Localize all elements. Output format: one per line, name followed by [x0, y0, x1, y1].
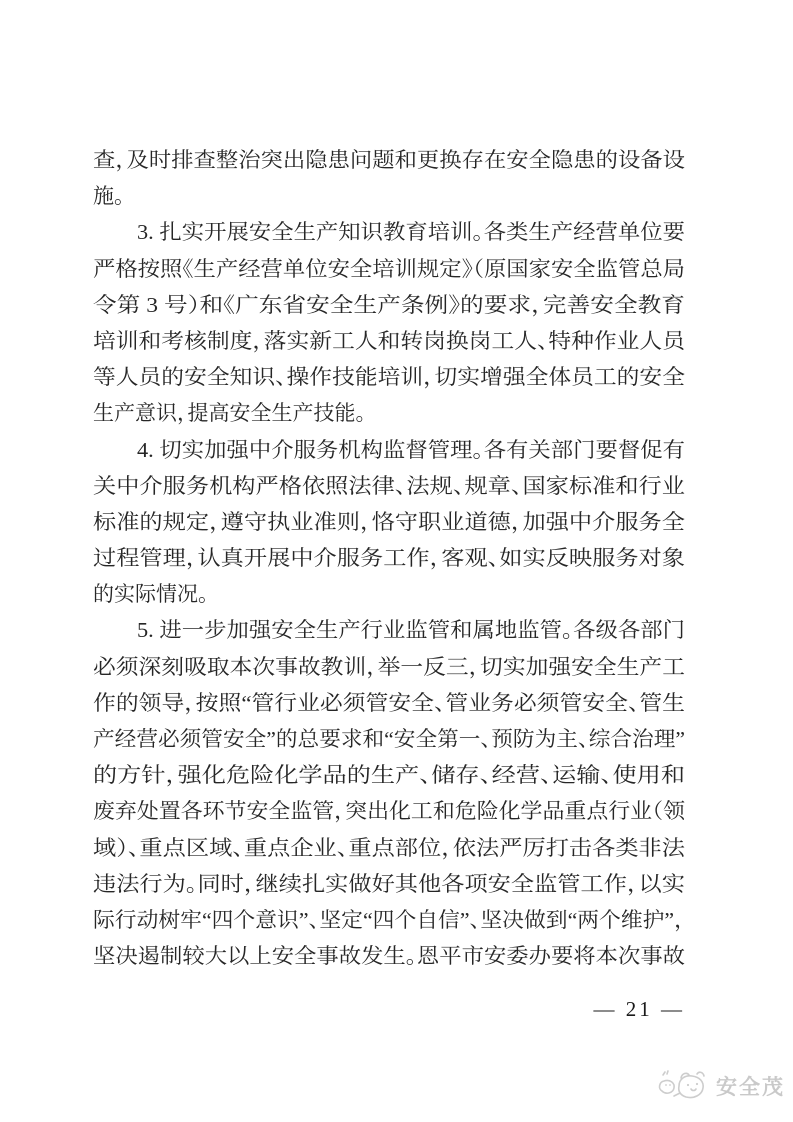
- text-line: 5. 进一步加强安全生产行业监管和属地监管。各级各部门: [137, 618, 685, 643]
- text-line: 过程管理，认真开展中介服务工作，客观、如实反映服务对象: [93, 546, 685, 571]
- text-line: 域）、重点区域、重点企业、重点部位，依法严厉打击各类非法: [93, 835, 685, 860]
- text-line: 违法行为。同时，继续扎实做好其他各项安全监管工作，以实: [93, 871, 685, 896]
- text-line: 的方针，强化危险化学品的生产、储存、经营、运输、使用和: [93, 763, 685, 788]
- text-line: 关中介服务机构严格依照法律、法规、规章、国家标准和行业: [93, 473, 685, 498]
- text-line: 坚决遏制较大以上安全事故发生。恩平市安委办要将本次事故: [93, 944, 686, 969]
- text-line: 废弃处置各环节安全监管，突出化工和危险化学品重点行业（领: [93, 799, 686, 824]
- text-line: 产经营必须管安全”的总要求和“安全第一、预防为主、综合治理”: [93, 727, 685, 751]
- text-line: 生产意识，提高安全生产技能。: [93, 401, 366, 426]
- text-line: 际行动树牢“四个意识”、坚定“四个自信”、坚决做到“两个维护”，: [93, 907, 685, 932]
- brand-name: 安全茂: [716, 1076, 785, 1099]
- paragraph: [93, 142, 685, 214]
- text-line: 施。: [93, 184, 125, 209]
- brand-watermark: [657, 1068, 785, 1104]
- text-line: 严格按照《生产经营单位安全培训规定》（原国家安全监管总局: [93, 256, 686, 281]
- document-body: [93, 142, 685, 974]
- paragraph: [93, 432, 685, 613]
- text-line: 标准的规定，遵守执业准则，恪守职业道德，加强中介服务全: [93, 509, 685, 534]
- text-line: 等人员的安全知识、操作技能培训，切实增强全体员工的安全: [93, 365, 685, 390]
- paragraph: [93, 214, 685, 431]
- text-line: 的实际情况。: [93, 582, 209, 607]
- text-line: 3. 扎实开展安全生产知识教育培训。各类生产经营单位要: [137, 220, 685, 245]
- cat-mascot-icon: [657, 1069, 709, 1103]
- paragraph: [93, 612, 685, 974]
- text-line: 查，及时排查整治突出隐患问题和更换存在安全隐患的设备设: [93, 148, 686, 172]
- text-line: 4. 切实加强中介服务机构监督管理。各有关部门要督促有: [137, 437, 685, 462]
- text-line: 必须深刻吸取本次事故教训，举一反三，切实加强安全生产工: [93, 654, 685, 679]
- text-line: 作的领导，按照“管行业必须管安全、管业务必须管安全、管生: [93, 690, 686, 715]
- page-number: — 21 —: [593, 997, 685, 1021]
- text-line: 令第 3 号）和《广东省安全生产条例》的要求，完善安全教育: [93, 292, 685, 317]
- text-line: 培训和考核制度，落实新工人和转岗换岗工人、特种作业人员: [93, 328, 685, 353]
